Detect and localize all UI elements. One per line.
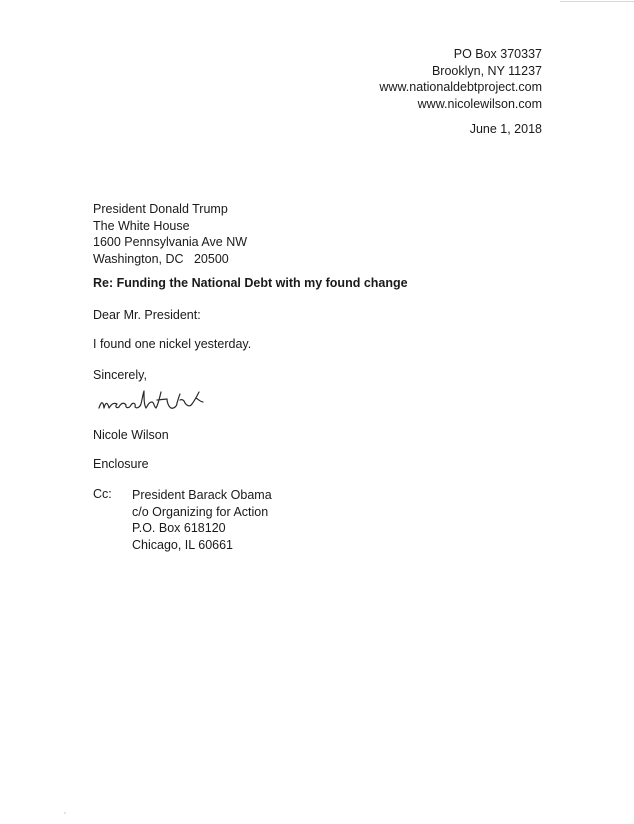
- recipient-city: Washington, DC 20500: [93, 251, 229, 266]
- sender-website-1: www.nationaldebtproject.com: [379, 80, 542, 94]
- cc-name: President Barack Obama: [132, 488, 272, 502]
- recipient-name: President Donald Trump: [93, 202, 228, 216]
- letter-date: June 1, 2018: [469, 122, 542, 136]
- sender-website-2: www.nicolewilson.com: [417, 96, 542, 111]
- cc-address-block: [132, 487, 272, 553]
- enclosure-note: Enclosure: [93, 457, 149, 471]
- sender-address-block: [379, 46, 542, 112]
- recipient-org: The White House: [93, 218, 190, 233]
- scan-artifact: [64, 812, 66, 814]
- recipient-address-block: [93, 201, 247, 267]
- handwritten-signature: [95, 378, 245, 418]
- sender-po-box: PO Box 370337: [453, 47, 542, 61]
- closing: Sincerely,: [93, 368, 147, 382]
- salutation: Dear Mr. President:: [93, 308, 201, 322]
- recipient-street: 1600 Pennsylvania Ave NW: [93, 235, 248, 249]
- cc-city: Chicago, IL 60661: [132, 537, 234, 552]
- cc-po-box: P.O. Box 618120: [132, 521, 226, 535]
- letter-body: I found one nickel yesterday.: [93, 337, 252, 351]
- scan-artifact: [560, 1, 634, 2]
- sender-city: Brooklyn, NY 11237: [431, 63, 542, 78]
- signer-name: Nicole Wilson: [93, 428, 169, 442]
- cc-label: Cc:: [93, 487, 112, 501]
- subject-line: Re: Funding the National Debt with my found change: [93, 276, 408, 290]
- cc-org: c/o Organizing for Action: [132, 504, 269, 519]
